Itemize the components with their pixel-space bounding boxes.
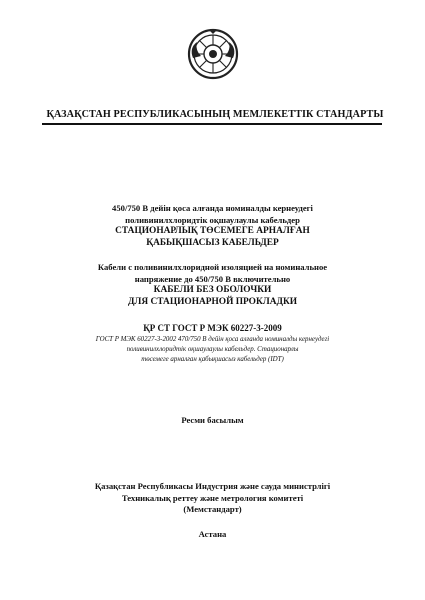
title-ru-line-4: ДЛЯ СТАЦИОНАРНОЙ ПРОКЛАДКИ xyxy=(127,296,298,307)
title-ru-line-1: Кабели с поливинилхлоридной изоляцией на номинальное xyxy=(97,262,328,272)
title-kz-line-3: СТАЦИОНАРЛЫҚ ТӨСЕМЕГЕ АРНАЛҒАН xyxy=(115,226,310,237)
gost-reference-note xyxy=(40,335,385,364)
title-kz-line-1: 450/750 В дейін қоса алғанда номиналды кернеудегі xyxy=(112,203,313,213)
heading-underline xyxy=(42,123,382,125)
gost-note-line-3: төсемеге арналған қабықшасыз кабельдер (IDT) xyxy=(141,355,284,363)
standard-heading: ҚАЗАҚСТАН РЕСПУБЛИКАСЫНЫҢ МЕМЛЕКЕТТІК СТАНДАРТЫ xyxy=(46,109,384,120)
publication-city: Астана xyxy=(198,529,227,539)
gost-note-line-2: поливинилхлоридтік оқшаулаулы кабельдер. Стационарлы xyxy=(126,345,299,353)
publisher-line-2: Техникалық реттеу және метрология комитеті xyxy=(121,492,304,503)
title-russian xyxy=(40,262,385,308)
kazakhstan-state-emblem-icon xyxy=(187,28,239,80)
official-edition-label: Ресми басылым xyxy=(181,415,244,425)
title-kazakh xyxy=(40,203,385,249)
publisher-line-3: (Мемстандарт) xyxy=(183,504,242,515)
gost-note-line-1: ГОСТ Р МЭК 60227-3-2002 470/750 В дейін қоса алғанда номиналды кернеудегі xyxy=(95,336,330,343)
publisher-line-1: Қазақстан Республикасы Индустрия және сауда министрлігі xyxy=(94,481,331,491)
standard-designation: ҚР СТ ГОСТ Р МЭК 60227-3-2009 xyxy=(143,323,282,333)
publisher-block xyxy=(40,481,385,516)
title-kz-line-2: поливинилхлоридтік оқшаулаулы кабельдер xyxy=(125,214,300,225)
title-ru-line-3: КАБЕЛИ БЕЗ ОБОЛОЧКИ xyxy=(153,285,272,296)
title-ru-line-2: напряжение до 450/750 В включительно xyxy=(134,273,291,284)
title-kz-line-4: ҚАБЫҚШАСЫЗ КАБЕЛЬДЕР xyxy=(146,237,279,248)
